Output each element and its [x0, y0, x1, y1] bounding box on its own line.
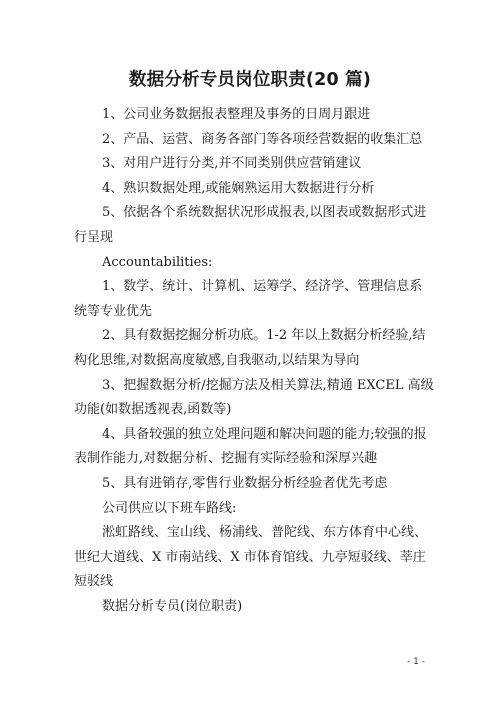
paragraph: 4、熟识数据处理,或能娴熟运用大数据进行分析	[102, 180, 375, 196]
paragraph: 1、公司业务数据报表整理及事务的日周月跟进	[102, 107, 371, 122]
paragraph: 3、把握数据分析/挖掘方法及相关算法,精通 EXCEL 高级功能(如数据透视表,函数等)	[74, 377, 434, 418]
paragraph-heading: Accountabilities:	[102, 254, 213, 270]
paragraph: 数据分析专员(岗位职责)	[102, 598, 243, 614]
body-text	[74, 103, 434, 619]
page-number: - 1 -	[407, 657, 425, 667]
paragraph: 公司供应以下班车路线:	[102, 500, 237, 516]
paragraph: 3、对用户进行分类,并不同类别供应营销建议	[102, 156, 362, 172]
paragraph: 1、数学、统计、计算机、运筹学、经济学、管理信息系统等专业优先	[74, 279, 423, 319]
paragraph: 淞虹路线、宝山线、杨浦线、普陀线、东方体育中心线、世纪大道线、X 市南站线、X 市体育馆线、九亭短驳线、莘庄短驳线	[74, 525, 428, 590]
page-title: 数据分析专员岗位职责(20 篇)	[128, 70, 372, 90]
paragraph: 5、具有进销存,零售行业数据分析经验者优先考虑	[102, 475, 388, 491]
paragraph: 5、依据各个系统数据状况形成报表,以图表或数据形式进行呈现	[74, 205, 427, 245]
paragraph: 2、产品、运营、商务各部门等各项经营数据的收集汇总	[102, 131, 423, 147]
paragraph: 4、具备较强的独立处理问题和解决问题的能力;较强的报表制作能力,对数据分析、挖掘有实际经验和深厚兴趣	[74, 426, 427, 467]
paragraph: 2、具有数据挖掘分析功底。1-2 年以上数据分析经验,结构化思维,对数据高度敏感,自我驱动,以结果为导向	[74, 328, 426, 368]
